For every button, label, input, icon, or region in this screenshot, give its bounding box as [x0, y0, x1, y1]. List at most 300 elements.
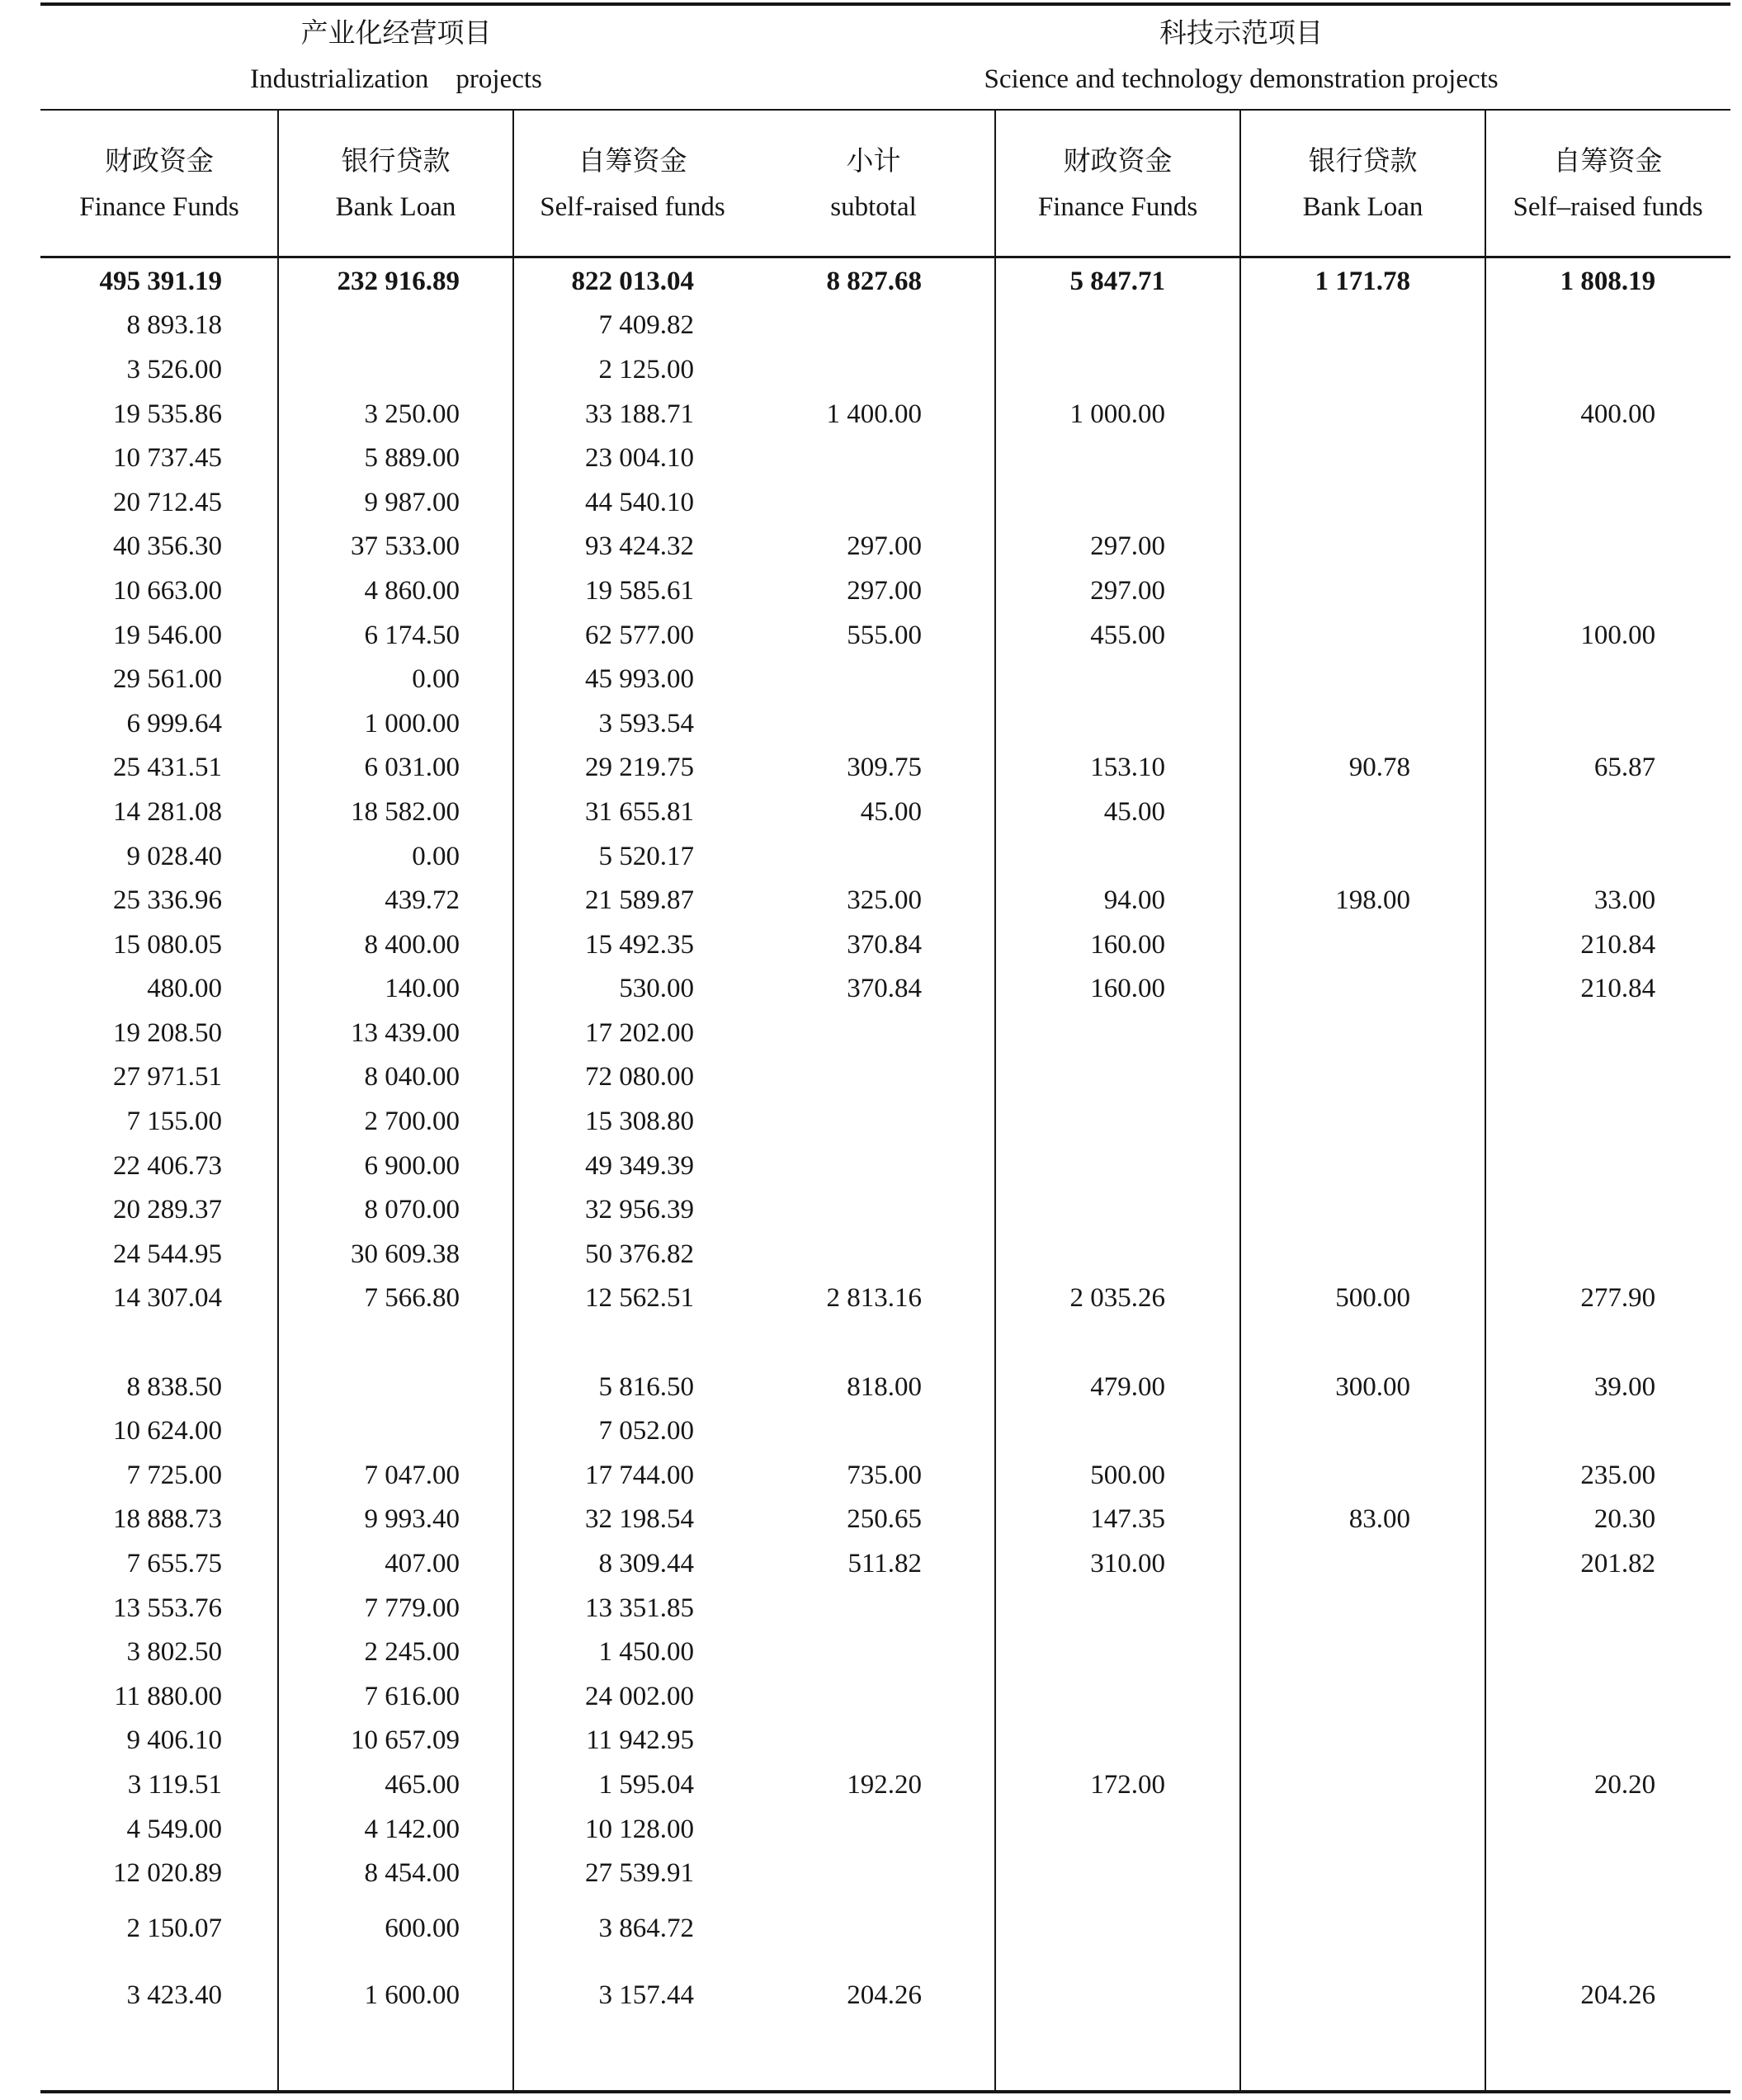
- amount-cell: 7 047.00: [364, 1460, 460, 1490]
- table-row: [40, 304, 1730, 348]
- amount-cell: [1240, 1409, 1485, 1453]
- amount-cell: 8 454.00: [364, 1858, 460, 1889]
- amount-cell: [995, 1807, 1240, 1852]
- column-label-en: Finance Funds: [79, 191, 239, 222]
- amount-cell: 45.00: [1103, 796, 1166, 827]
- amount-cell: 297.00: [847, 575, 923, 606]
- amount-cell: [1485, 480, 1730, 525]
- amount-cell: 33 188.71: [585, 399, 695, 429]
- table-row: [40, 1144, 1730, 1188]
- column-label-en: Bank Loan: [1302, 191, 1423, 222]
- amount-cell: 9 406.10: [126, 1725, 222, 1756]
- amount-cell: [995, 1099, 1240, 1144]
- amount-cell: 2 700.00: [364, 1107, 460, 1137]
- amount-cell: [1240, 1674, 1485, 1719]
- group-header-row: [40, 4, 1730, 110]
- amount-cell: [1485, 1011, 1730, 1055]
- amount-cell: 65.87: [1593, 753, 1656, 783]
- amount-cell: 40 356.30: [113, 531, 222, 562]
- amount-cell: [278, 1409, 513, 1453]
- amount-cell: 204.26: [1580, 1980, 1656, 2010]
- amount-cell: 400.00: [1580, 399, 1656, 429]
- amount-cell: [752, 701, 995, 746]
- amount-cell: 153.10: [1090, 753, 1166, 783]
- amount-cell: 172.00: [1090, 1769, 1166, 1800]
- amount-cell: 10 624.00: [113, 1416, 222, 1446]
- table-row: [40, 657, 1730, 701]
- column-label-zh: 自筹资金: [1553, 146, 1663, 177]
- amount-cell: 10 663.00: [113, 575, 222, 606]
- table-row: [40, 569, 1730, 613]
- column-label-zh: 银行贷款: [341, 146, 451, 177]
- table-row: [40, 1099, 1730, 1144]
- amount-cell: [752, 1895, 995, 1961]
- total-row: [40, 259, 1730, 304]
- column-header-industrialization-finance-funds: [40, 110, 278, 259]
- amount-cell: 1 000.00: [1069, 399, 1166, 429]
- amount-cell: [1240, 1011, 1485, 1055]
- amount-cell: [995, 304, 1240, 348]
- amount-cell: 32 198.54: [585, 1504, 695, 1535]
- amount-cell: [752, 834, 995, 879]
- amount-cell: [1485, 436, 1730, 480]
- amount-cell: 18 582.00: [351, 796, 460, 827]
- amount-cell: [1240, 436, 1485, 480]
- amount-cell: 24 002.00: [585, 1681, 695, 1711]
- amount-cell: [752, 1807, 995, 1852]
- amount-cell: 3 423.40: [126, 1980, 222, 2010]
- amount-cell: 201.82: [1580, 1549, 1656, 1579]
- amount-cell: [1240, 569, 1485, 613]
- amount-cell: 7 566.80: [364, 1283, 460, 1314]
- table-row: [40, 790, 1730, 834]
- table-row: [40, 613, 1730, 658]
- amount-cell: 39.00: [1593, 1371, 1656, 1402]
- amount-cell: 25 336.96: [113, 885, 222, 916]
- amount-cell: [1485, 1055, 1730, 1100]
- spacer-row: [40, 1320, 1730, 1365]
- amount-cell: [1240, 1895, 1485, 1961]
- column-header-industrialization-self-raised-funds: [513, 110, 752, 259]
- amount-cell: 12 020.89: [113, 1858, 222, 1889]
- amount-cell: [278, 347, 513, 392]
- amount-cell: 160.00: [1090, 929, 1166, 960]
- amount-cell: [1485, 1232, 1730, 1277]
- table-row: [40, 878, 1730, 923]
- amount-cell: [1485, 1674, 1730, 1719]
- amount-cell: 6 900.00: [364, 1150, 460, 1181]
- amount-cell: [1485, 304, 1730, 348]
- table-row: [40, 1763, 1730, 1807]
- amount-cell: [995, 1674, 1240, 1719]
- amount-cell: [752, 1719, 995, 1763]
- funding-table: [40, 4, 1730, 2090]
- amount-cell: [1485, 1630, 1730, 1674]
- amount-cell: 309.75: [847, 753, 923, 783]
- amount-cell: [995, 1144, 1240, 1188]
- amount-cell: 13 553.76: [113, 1593, 222, 1623]
- amount-cell: 407.00: [385, 1549, 460, 1579]
- amount-cell: [995, 1232, 1240, 1277]
- amount-cell: [1485, 834, 1730, 879]
- group-header-science-technology-demonstration: [752, 4, 1730, 110]
- table-row: [40, 1895, 1730, 1961]
- amount-cell: 13 439.00: [351, 1017, 460, 1048]
- amount-cell: 8 838.50: [126, 1371, 222, 1402]
- amount-cell: [995, 347, 1240, 392]
- amount-cell: 29 561.00: [113, 664, 222, 695]
- amount-cell: 1 600.00: [364, 1980, 460, 2010]
- amount-cell: [1240, 1807, 1485, 1852]
- amount-cell: [1485, 657, 1730, 701]
- amount-cell: [1485, 790, 1730, 834]
- amount-cell: 735.00: [847, 1460, 923, 1490]
- amount-cell: 19 546.00: [113, 620, 222, 650]
- amount-cell: [1240, 1055, 1485, 1100]
- group-header-industrialization: [40, 4, 752, 110]
- amount-cell: [1485, 1895, 1730, 1961]
- amount-cell: 297.00: [1090, 531, 1166, 562]
- amount-cell: 250.65: [847, 1504, 923, 1535]
- amount-cell: 8 893.18: [126, 310, 222, 341]
- amount-cell: [1485, 569, 1730, 613]
- amount-cell: 147.35: [1090, 1504, 1166, 1535]
- amount-cell: [1240, 1099, 1485, 1144]
- amount-cell: [995, 1011, 1240, 1055]
- amount-cell: [995, 480, 1240, 525]
- amount-cell: 72 080.00: [585, 1062, 695, 1092]
- amount-cell: [1240, 392, 1485, 437]
- amount-cell: [752, 657, 995, 701]
- column-label-en: Self-raised funds: [540, 191, 725, 222]
- amount-cell: 32 956.39: [585, 1195, 695, 1225]
- amount-cell: 22 406.73: [113, 1150, 222, 1181]
- column-label-zh: 财政资金: [105, 146, 214, 177]
- amount-cell: 2 150.07: [126, 1913, 222, 1943]
- amount-cell: [1240, 834, 1485, 879]
- amount-cell: 511.82: [847, 1549, 923, 1579]
- amount-cell: 10 657.09: [351, 1725, 460, 1756]
- amount-cell: 12 562.51: [585, 1283, 695, 1314]
- amount-cell: 17 744.00: [585, 1460, 695, 1490]
- column-label-zh: 自筹资金: [578, 146, 687, 177]
- amount-cell: [752, 1187, 995, 1232]
- amount-cell: 0.00: [412, 841, 460, 871]
- amount-cell: 310.00: [1090, 1549, 1166, 1579]
- table-row: [40, 1961, 1730, 2029]
- amount-cell: 370.84: [847, 929, 923, 960]
- table-row: [40, 1409, 1730, 1453]
- amount-cell: 297.00: [847, 531, 923, 562]
- amount-cell: [1240, 1851, 1485, 1895]
- amount-cell: 277.90: [1580, 1283, 1656, 1314]
- amount-cell: 439.72: [385, 885, 460, 916]
- amount-cell: 7 616.00: [364, 1681, 460, 1711]
- amount-cell: 2 125.00: [598, 354, 695, 385]
- amount-cell: 19 585.61: [585, 575, 695, 606]
- amount-cell: 1 400.00: [826, 399, 923, 429]
- amount-cell: [1485, 1187, 1730, 1232]
- amount-cell: [1240, 1763, 1485, 1807]
- column-header-demonstration-subtotal: [752, 110, 995, 259]
- amount-cell: 100.00: [1580, 620, 1656, 650]
- amount-cell: 3 250.00: [364, 399, 460, 429]
- amount-cell: 1 808.19: [1560, 266, 1656, 296]
- amount-cell: 140.00: [385, 974, 460, 1004]
- amount-cell: 14 281.08: [113, 796, 222, 827]
- column-label-en: Finance Funds: [1037, 191, 1198, 222]
- amount-cell: 8 827.68: [826, 266, 923, 296]
- amount-cell: 555.00: [847, 620, 923, 650]
- amount-cell: [995, 1586, 1240, 1630]
- table-row: [40, 1630, 1730, 1674]
- table-row: [40, 392, 1730, 437]
- amount-cell: [752, 1851, 995, 1895]
- amount-cell: [752, 1011, 995, 1055]
- amount-cell: 31 655.81: [585, 796, 695, 827]
- table-row: [40, 1674, 1730, 1719]
- amount-cell: [995, 1895, 1240, 1961]
- amount-cell: 2 035.26: [1069, 1283, 1166, 1314]
- amount-cell: [752, 480, 995, 525]
- amount-cell: 3 157.44: [598, 1980, 695, 2010]
- table-row: [40, 1011, 1730, 1055]
- amount-cell: 7 655.75: [126, 1549, 222, 1579]
- amount-cell: [1485, 1144, 1730, 1188]
- amount-cell: 10 737.45: [113, 443, 222, 474]
- amount-cell: 8 309.44: [598, 1549, 695, 1579]
- amount-cell: [995, 1055, 1240, 1100]
- amount-cell: [995, 657, 1240, 701]
- table-row: [40, 1541, 1730, 1586]
- amount-cell: [1240, 1232, 1485, 1277]
- table-row: [40, 746, 1730, 790]
- amount-cell: [1485, 1851, 1730, 1895]
- table-row: [40, 1586, 1730, 1630]
- amount-cell: 6 031.00: [364, 753, 460, 783]
- column-header-industrialization-bank-loan: [278, 110, 513, 259]
- amount-cell: 7 155.00: [126, 1107, 222, 1137]
- amount-cell: [752, 1055, 995, 1100]
- amount-cell: 20 712.45: [113, 487, 222, 517]
- amount-cell: [995, 1961, 1240, 2029]
- amount-cell: 17 202.00: [585, 1017, 695, 1048]
- amount-cell: [278, 1365, 513, 1409]
- table-row: [40, 1187, 1730, 1232]
- table-row: [40, 701, 1730, 746]
- amount-cell: 235.00: [1580, 1460, 1656, 1490]
- amount-cell: 210.84: [1580, 929, 1656, 960]
- group-title-zh: 科技示范项目: [1159, 19, 1324, 49]
- amount-cell: 15 308.80: [585, 1107, 695, 1137]
- amount-cell: [1240, 613, 1485, 658]
- amount-cell: 7 779.00: [364, 1593, 460, 1623]
- amount-cell: 455.00: [1090, 620, 1166, 650]
- amount-cell: 14 307.04: [113, 1283, 222, 1314]
- amount-cell: 49 349.39: [585, 1150, 695, 1181]
- amount-cell: [1485, 1409, 1730, 1453]
- amount-cell: [995, 1409, 1240, 1453]
- amount-cell: [1240, 1961, 1485, 2029]
- column-header-demonstration-self-raised-funds: [1485, 110, 1730, 259]
- amount-cell: 23 004.10: [585, 443, 695, 474]
- amount-cell: 479.00: [1090, 1371, 1166, 1402]
- amount-cell: 3 864.72: [598, 1913, 695, 1943]
- amount-cell: 1 000.00: [364, 708, 460, 739]
- table-row: [40, 1055, 1730, 1100]
- amount-cell: [1240, 1144, 1485, 1188]
- amount-cell: 2 245.00: [364, 1637, 460, 1668]
- table-row: [40, 1498, 1730, 1542]
- amount-cell: 30 609.38: [351, 1239, 460, 1269]
- amount-cell: 370.84: [847, 974, 923, 1004]
- column-header-demonstration-finance-funds: [995, 110, 1240, 259]
- table-row: [40, 1277, 1730, 1321]
- amount-cell: 33.00: [1593, 885, 1656, 916]
- amount-cell: [1240, 1719, 1485, 1763]
- amount-cell: [1240, 1586, 1485, 1630]
- amount-cell: 7 409.82: [598, 310, 695, 341]
- amount-cell: [752, 347, 995, 392]
- amount-cell: [1240, 480, 1485, 525]
- amount-cell: 11 880.00: [114, 1681, 222, 1711]
- amount-cell: [1240, 304, 1485, 348]
- amount-cell: [278, 304, 513, 348]
- amount-cell: 7 052.00: [598, 1416, 695, 1446]
- amount-cell: 20.20: [1593, 1769, 1656, 1800]
- group-title-zh: 产业化经营项目: [300, 19, 492, 49]
- amount-cell: [752, 1630, 995, 1674]
- table-row: [40, 1719, 1730, 1763]
- amount-cell: 6 174.50: [364, 620, 460, 650]
- amount-cell: 45.00: [860, 796, 923, 827]
- column-label-zh: 银行贷款: [1308, 146, 1418, 177]
- column-header-demonstration-bank-loan: [1240, 110, 1485, 259]
- amount-cell: 20.30: [1593, 1504, 1656, 1535]
- amount-cell: 9 987.00: [364, 487, 460, 517]
- amount-cell: [1240, 701, 1485, 746]
- amount-cell: 480.00: [147, 974, 222, 1004]
- amount-cell: 600.00: [385, 1913, 460, 1943]
- amount-cell: 325.00: [847, 885, 923, 916]
- amount-cell: [752, 436, 995, 480]
- column-label-en: Self–raised funds: [1513, 191, 1703, 222]
- amount-cell: [1240, 790, 1485, 834]
- amount-cell: [995, 1719, 1240, 1763]
- amount-cell: [1240, 923, 1485, 967]
- table-row: [40, 480, 1730, 525]
- table-header: [40, 4, 1730, 259]
- amount-cell: [1240, 1541, 1485, 1586]
- column-label-en: subtotal: [830, 191, 917, 222]
- amount-cell: 5 847.71: [1069, 266, 1166, 296]
- amount-cell: [995, 1187, 1240, 1232]
- amount-cell: [752, 1409, 995, 1453]
- spacer-cell: [40, 1320, 1730, 1365]
- amount-cell: [1485, 525, 1730, 569]
- amount-cell: [1240, 347, 1485, 392]
- amount-cell: 19 208.50: [113, 1017, 222, 1048]
- amount-cell: [1240, 525, 1485, 569]
- amount-cell: [1485, 347, 1730, 392]
- amount-cell: [1485, 1807, 1730, 1852]
- amount-cell: 300.00: [1335, 1371, 1411, 1402]
- amount-cell: 192.20: [847, 1769, 923, 1800]
- amount-cell: [1485, 1719, 1730, 1763]
- amount-cell: [752, 1586, 995, 1630]
- amount-cell: [1240, 1630, 1485, 1674]
- spacer-cell: [40, 2029, 1730, 2090]
- amount-cell: 465.00: [385, 1769, 460, 1800]
- amount-cell: 21 589.87: [585, 885, 695, 916]
- amount-cell: 3 593.54: [598, 708, 695, 739]
- amount-cell: [752, 1674, 995, 1719]
- amount-cell: 50 376.82: [585, 1239, 695, 1269]
- table-row: [40, 436, 1730, 480]
- amount-cell: 7 725.00: [126, 1460, 222, 1490]
- amount-cell: 495 391.19: [99, 266, 222, 296]
- amount-cell: 20 289.37: [113, 1195, 222, 1225]
- amount-cell: [995, 1851, 1240, 1895]
- amount-cell: 90.78: [1348, 753, 1411, 783]
- amount-cell: 297.00: [1090, 575, 1166, 606]
- amount-cell: 500.00: [1090, 1460, 1166, 1490]
- column-label-zh: 小计: [846, 146, 901, 177]
- amount-cell: 27 539.91: [585, 1858, 695, 1889]
- table-row: [40, 967, 1730, 1012]
- amount-cell: 8 070.00: [364, 1195, 460, 1225]
- amount-cell: 9 993.40: [364, 1504, 460, 1535]
- amount-cell: [752, 304, 995, 348]
- amount-cell: 25 431.51: [113, 753, 222, 783]
- amount-cell: 13 351.85: [585, 1593, 695, 1623]
- amount-cell: 822 013.04: [571, 266, 695, 296]
- amount-cell: [1485, 701, 1730, 746]
- group-title-en: Science and technology demonstration projects: [984, 64, 1499, 94]
- amount-cell: 232 916.89: [337, 266, 460, 296]
- table-row: [40, 347, 1730, 392]
- group-title-en: Industrialization projects: [250, 64, 542, 94]
- amount-cell: 93 424.32: [585, 531, 695, 562]
- amount-cell: 1 595.04: [598, 1769, 695, 1800]
- amount-cell: 9 028.40: [126, 841, 222, 871]
- amount-cell: [995, 701, 1240, 746]
- amount-cell: [1240, 657, 1485, 701]
- column-label-en: Bank Loan: [335, 191, 456, 222]
- table-row: [40, 525, 1730, 569]
- table-row: [40, 1453, 1730, 1498]
- amount-cell: 18 888.73: [113, 1504, 222, 1535]
- amount-cell: 210.84: [1580, 974, 1656, 1004]
- amount-cell: 8 040.00: [364, 1062, 460, 1092]
- amount-cell: 24 544.95: [113, 1239, 222, 1269]
- table-row: [40, 923, 1730, 967]
- amount-cell: 500.00: [1335, 1283, 1411, 1314]
- table-bottom-rule: [40, 2090, 1730, 2093]
- table-row: [40, 1851, 1730, 1895]
- amount-cell: [995, 436, 1240, 480]
- amount-cell: 1 171.78: [1315, 266, 1411, 296]
- amount-cell: 3 802.50: [126, 1637, 222, 1668]
- amount-cell: 8 400.00: [364, 929, 460, 960]
- amount-cell: 5 816.50: [598, 1371, 695, 1402]
- amount-cell: 5 520.17: [598, 841, 695, 871]
- amount-cell: [1485, 1586, 1730, 1630]
- table-row: [40, 834, 1730, 879]
- amount-cell: 4 549.00: [126, 1814, 222, 1844]
- amount-cell: 818.00: [847, 1371, 923, 1402]
- amount-cell: 27 971.51: [113, 1062, 222, 1092]
